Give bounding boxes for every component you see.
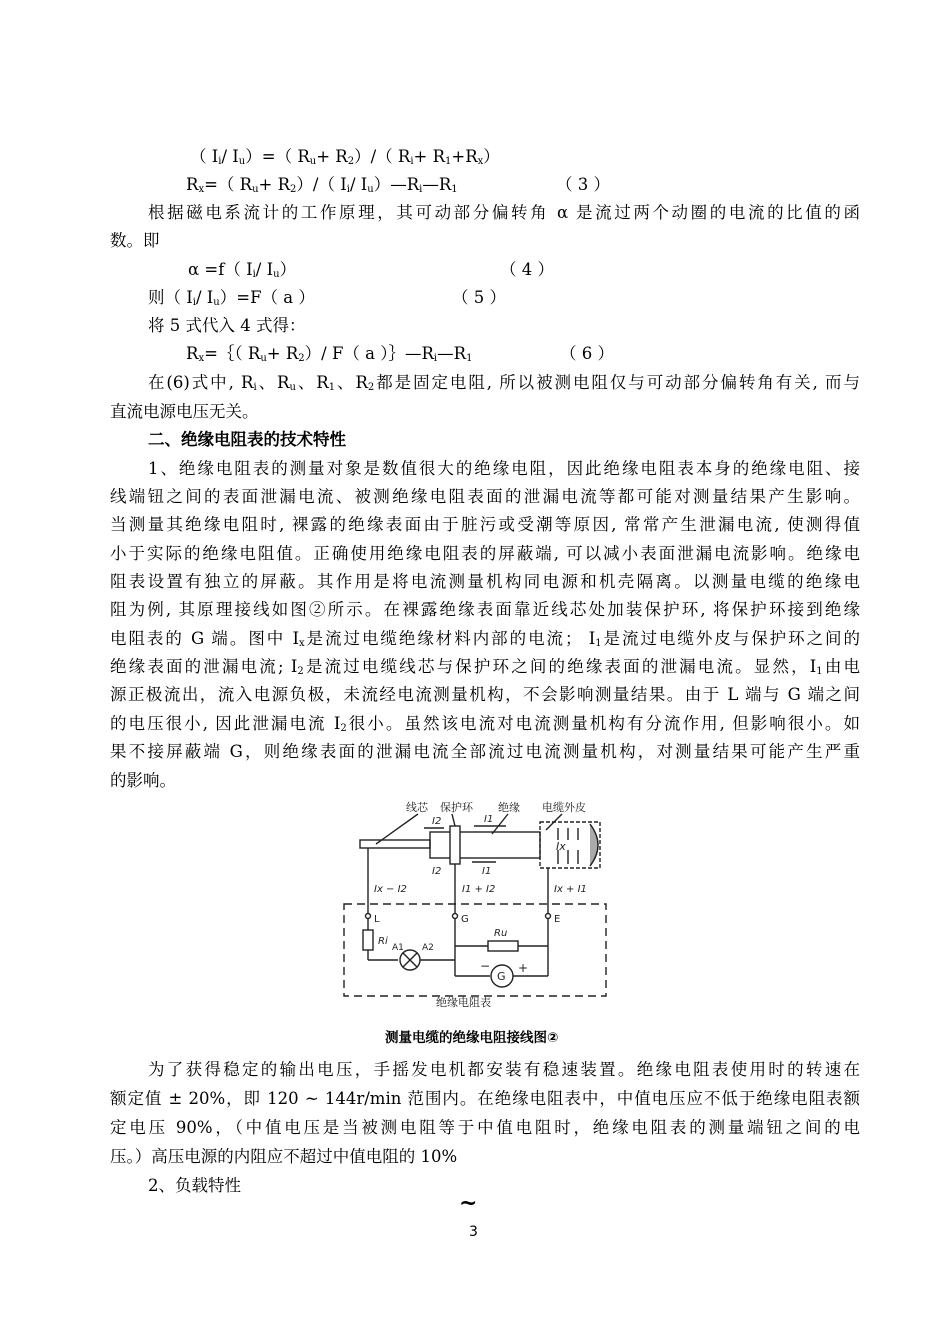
equation-ratio [190, 146, 500, 168]
eq-sub: 1 [445, 156, 452, 167]
paragraph-line [110, 628, 860, 650]
label-minus: − [480, 959, 491, 973]
p-text: 电阻表的 G 端。图中 I [110, 629, 299, 648]
eq-text: / I [195, 288, 214, 307]
paragraph-line: 当测量其绝缘电阻时, 裸露的绝缘表面由于脏污或受潮等原因, 常常产生泄漏电流, 使测得值 [110, 515, 860, 534]
eq-text: 则（ I [148, 288, 193, 307]
paragraph-line: 压。）高压电源的内阻应不超过中值电阻的 10% [110, 1147, 458, 1166]
label-ri: Ri [378, 936, 388, 947]
paragraph-line: 根据磁电系流计的工作原理，其可动部分偏转角 α 是流过两个动圈的电流的比值的函 [148, 203, 860, 222]
eq-text: α =f（ I [188, 260, 253, 279]
p-sub: 2 [367, 382, 375, 393]
equation-3 [186, 174, 458, 196]
p-sub: 1 [328, 382, 336, 393]
p-sub: 1 [595, 638, 602, 649]
paragraph-line: 1、绝缘电阻表的测量对象是数值很大的绝缘电阻，因此绝缘电阻表本身的绝缘电阻、接 [148, 459, 860, 478]
p-sub: x [298, 638, 305, 649]
eq-sub: u [273, 269, 280, 280]
eq-sub: u [309, 156, 317, 167]
label-ru: Ru [494, 928, 508, 939]
label-ix-plus-i1: Ix + I1 [554, 884, 587, 895]
eq-text: —R [437, 344, 467, 363]
eq-sub: 1 [466, 353, 473, 364]
p-sub: 1 [816, 666, 823, 677]
paragraph-line: 源正极流出，流入电源负极，未流经电流测量机构，不会影响测量结果。由于 L 端与 G 端之间 [110, 685, 860, 704]
equation-6 [186, 343, 472, 365]
label-core: 线芯 [406, 801, 428, 814]
label-i1-top: I1 [484, 814, 494, 825]
eq-sub: 2 [347, 156, 355, 167]
p-sub: i [253, 382, 257, 393]
eq-text: +R [451, 147, 478, 166]
p-text: 、R [295, 373, 329, 392]
label-i2-mid: I2 [432, 866, 442, 877]
eq-text: ） [279, 260, 297, 279]
eq-sub: u [213, 297, 220, 308]
eq-text: + R [266, 344, 299, 363]
label-a1: A1 [392, 943, 404, 953]
equation-3-number: （ 3 ） [556, 175, 610, 194]
eq-sub: i [346, 184, 350, 195]
eq-sub: i [252, 269, 256, 280]
eq-text: / I [221, 147, 239, 166]
eq-text: ） [483, 147, 500, 166]
p-text: 是流过电缆外皮与保护环之间的 [601, 629, 861, 648]
p-text: 由电 [822, 657, 860, 676]
label-insulation: 绝缘 [498, 801, 520, 814]
p-sub: 2 [340, 723, 347, 734]
eq-text: ）=F（ a ） [219, 288, 315, 307]
paragraph-line: 为了获得稳定的输出电压，手摇发电机都安装有稳速装置。绝缘电阻表使用时的转速在 [148, 1060, 860, 1079]
equation-6-number: （ 6 ） [560, 344, 614, 363]
eq-text: ）/（ I [296, 175, 347, 194]
p-text: 都是固定电阻, 所以被测电阻仅与可动部分偏转角有关, 而与 [374, 373, 860, 392]
label-ix: Ix [556, 840, 566, 853]
paragraph-line: 的影响。 [110, 771, 176, 790]
eq-sub: i [433, 353, 438, 364]
label-i1-mid: I1 [482, 866, 492, 877]
paragraph-line: 小于实际的绝缘电阻值。正确使用绝缘电阻表的屏蔽端, 可以减小表面泄漏电流影响。绝缘电 [110, 544, 860, 563]
eq-text: + R [316, 147, 348, 166]
paragraph-line: 额定值 ± 20%，即 120 ~ 144r/min 范围内。在绝缘电阻表中，中值电压应不低于绝缘电阻表额 [110, 1089, 860, 1108]
equation-4-number: （ 4 ） [500, 260, 554, 279]
list-item-heading: 2、负载特性 [148, 1176, 241, 1195]
equation-5 [148, 287, 315, 309]
paragraph-line [148, 372, 860, 394]
eq-sub: i [218, 156, 222, 167]
p-text: 很小。虽然该电流对电流测量机构有分流作用, 但影响很小。如 [346, 714, 860, 733]
eq-sub: u [252, 184, 259, 195]
p-text: 、R [335, 373, 368, 392]
eq-sub: 2 [290, 184, 297, 195]
eq-sub: x [198, 184, 205, 195]
terminal-l: L [374, 914, 380, 925]
p-text: 绝缘表面的泄漏电流; I [110, 657, 298, 676]
p-text: 、R [256, 373, 290, 392]
tilde-mark: ~ [459, 1190, 478, 1216]
p-sub: 2 [297, 666, 304, 677]
terminal-g: G [461, 914, 469, 925]
label-i2-top: I2 [432, 816, 442, 827]
eq-sub: u [367, 184, 374, 195]
eq-sub: i [192, 297, 196, 308]
eq-sub: i [410, 156, 414, 167]
generator-label: G [497, 970, 506, 983]
eq-sub: 2 [298, 353, 305, 364]
eq-text: / I [349, 175, 368, 194]
label-sheath: 电缆外皮 [542, 801, 586, 814]
paragraph-line: 阻表设置有独立的屏蔽。其作用是将电流测量机构同电源和机壳隔离。以测量电缆的绝缘电 [110, 572, 860, 591]
page-number: 3 [469, 1224, 478, 1240]
eq-sub: x [477, 156, 484, 167]
eq-sub: x [198, 353, 205, 364]
eq-text: =（ R [204, 175, 253, 194]
paragraph-line: 数。即 [110, 231, 160, 250]
eq-text: =｛（ R [204, 344, 261, 363]
eq-text: ）—R [373, 175, 420, 194]
paragraph-line [110, 656, 860, 678]
label-i1-plus-i2: I1 + I2 [462, 884, 496, 895]
eq-text: / I [255, 260, 274, 279]
eq-text: ）=（ R [245, 147, 310, 166]
eq-text: R [186, 344, 199, 363]
paragraph-line: 阻为例, 其原理接线如图②所示。在裸露绝缘表面靠近线芯处加装保护环, 将保护环接到绝缘 [110, 600, 860, 619]
eq-sub: u [260, 353, 267, 364]
equation-4 [188, 259, 296, 281]
figure-caption: 测量电缆的绝缘电阻接线图② [385, 1030, 559, 1046]
terminal-e: E [554, 914, 561, 925]
eq-text: + R [413, 147, 446, 166]
p-text: 的电压很小, 因此泄漏电流 I [110, 714, 341, 733]
label-a2: A2 [422, 943, 434, 953]
eq-sub: u [238, 156, 246, 167]
eq-text: + R [258, 175, 291, 194]
p-text: 是流过电缆绝缘材料内部的电流； I [304, 629, 596, 648]
paragraph-line: 将 5 式代入 4 式得： [148, 316, 306, 335]
paragraph-line: 定电压 90%，（中值电压是当被测电阻等于中值电阻时，绝缘电阻表的测量端钮之间的电 [110, 1118, 860, 1137]
paragraph-line: 线端钮之间的表面泄漏电流、被测绝缘电阻表面的泄漏电流等都可能对测量结果产生影响。 [110, 487, 860, 506]
paragraph-line [110, 713, 860, 735]
section-heading: 二、绝缘电阻表的技术特性 [148, 430, 346, 449]
label-guard-ring: 保护环 [440, 801, 473, 814]
eq-sub: i [419, 184, 423, 195]
eq-text: R [186, 175, 199, 194]
label-ix-minus-i2: Ix − I2 [374, 884, 407, 895]
cable-insulation-wiring-diagram [340, 800, 630, 1012]
label-meter: 绝缘电阻表 [436, 996, 491, 1009]
p-sub: u [289, 382, 296, 393]
eq-text: （ I [190, 147, 219, 166]
eq-sub: 1 [451, 184, 458, 195]
p-text: 在(6)式中, R [148, 373, 254, 392]
equation-5-number: （ 5 ） [452, 288, 506, 307]
eq-text: ）/ F（ a ）｝—R [304, 344, 434, 363]
label-plus: + [518, 961, 529, 975]
eq-text: —R [422, 175, 452, 194]
eq-text: ）/（ R [354, 147, 411, 166]
paragraph-line: 果不接屏蔽端 G，则绝缘表面的泄漏电流全部流过电流测量机构，对测量结果可能产生严重 [110, 742, 860, 761]
paragraph-line: 直流电源电压无关。 [110, 402, 259, 421]
p-text: 是流过电缆线芯与保护环之间的绝缘表面的泄漏电流。显然，I [303, 657, 817, 676]
